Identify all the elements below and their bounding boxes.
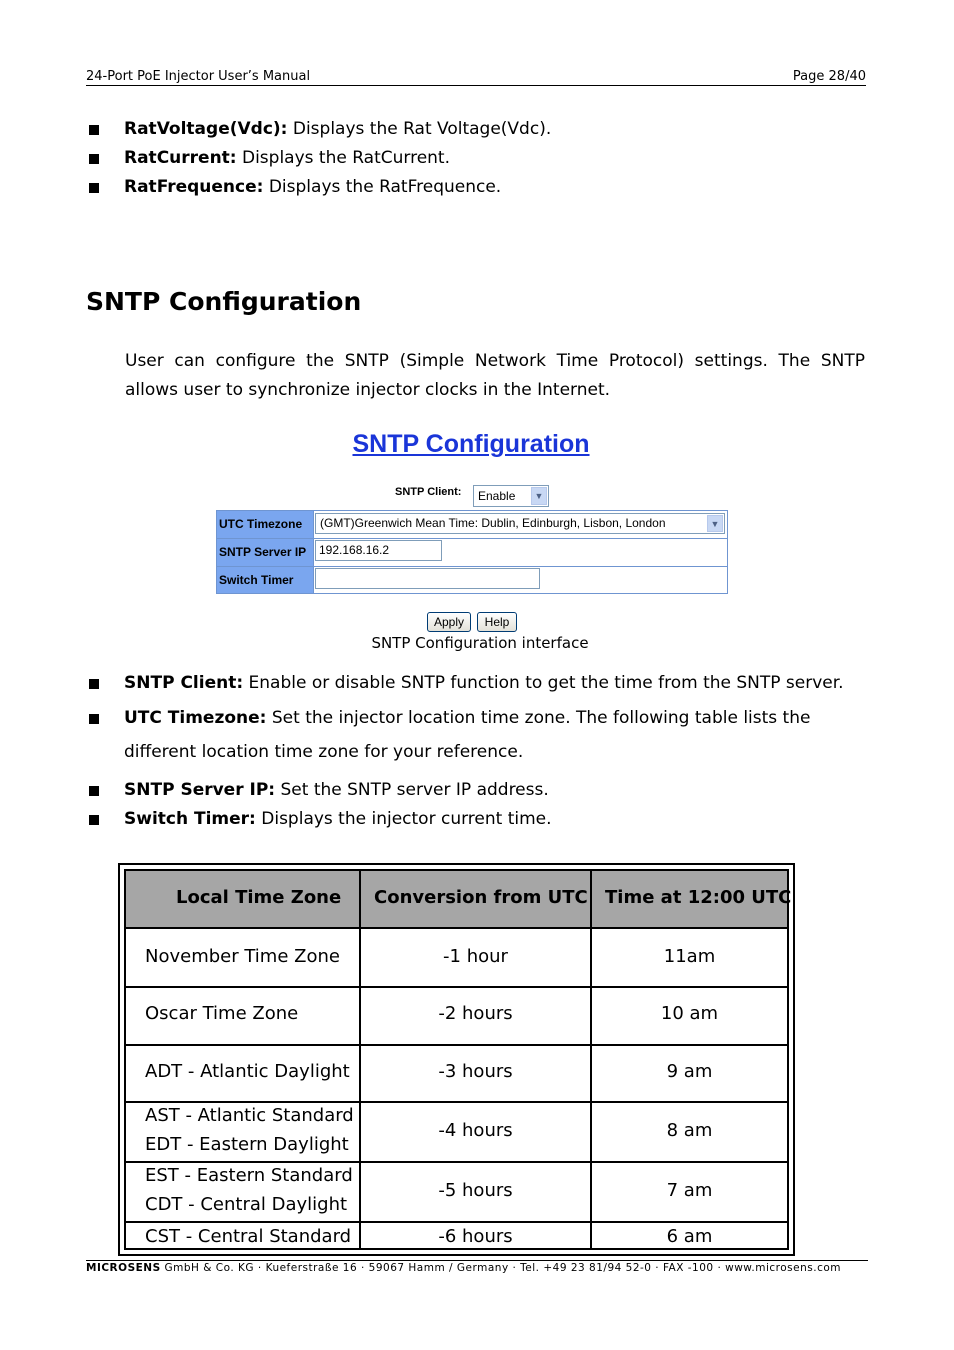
time-cell: 7 am [666,1180,713,1201]
conversion-cell: -4 hours [438,1120,513,1141]
manual-title: 24-Port PoE Injector User’s Manual [86,69,311,84]
bullet-term: RatVoltage(Vdc): [124,119,288,139]
time-cell: 8 am [666,1120,713,1141]
table-header-cell: Time at 12:00 UTC [605,887,792,908]
footer-text: GmbH & Co. KG · Kueferstraße 16 · 59067 Hamm / Germany · Tel. +49 23 81/94 52-0 · FAX -100 · www.microsens.com [160,1262,841,1274]
intro-paragraph: User can configure the SNTP (Simple Network Time Protocol) settings. The SNTP allows user to synchronize injector clocks in the Internet. [125,351,865,400]
bullet-square-icon [89,786,99,796]
table-header-cell: Conversion from UTC [374,887,588,908]
bullet-term: SNTP Server IP: [124,780,276,800]
section-title: SNTP Configuration [86,287,362,316]
switch-timer-label: Switch Timer [217,567,314,593]
conversion-cell: -6 hours [438,1226,513,1247]
conversion-cell: -2 hours [438,1003,513,1024]
chevron-down-icon[interactable]: ▼ [707,515,723,532]
conversion-cell: -3 hours [438,1061,513,1082]
sntp-server-ip-label: SNTP Server IP [217,539,314,566]
bullet-square-icon [89,815,99,825]
sntp-server-ip-input[interactable]: 192.168.16.2 [315,540,442,561]
utc-timezone-select[interactable] [315,513,725,534]
bullet-term: RatCurrent: [124,148,237,168]
sntp-client-select[interactable] [473,485,549,507]
bullet-square-icon [89,183,99,193]
page-footer [86,1260,868,1274]
bullet-square-icon [89,679,99,689]
conversion-cell: -1 hour [443,946,508,967]
row-divider [126,986,787,988]
bullet-desc-continued: different location time zone for your reference. [124,742,524,762]
zone-cell: AST - Atlantic Standard [145,1105,354,1126]
bullet-term: Switch Timer: [124,809,256,829]
bullet-term: SNTP Client: [124,673,244,693]
footer-brand: MICROSENS [86,1262,161,1274]
bullet-desc: Enable or disable SNTP function to get the time from the SNTP server. [243,673,844,693]
time-cell: 11am [663,946,716,967]
time-cell: 6 am [666,1226,713,1247]
row-divider [126,1044,787,1046]
utc-timezone-label: UTC Timezone [217,511,314,538]
table-header-cell: Local Time Zone [176,887,342,908]
zone-cell: ADT - Atlantic Daylight [145,1061,350,1082]
zone-cell: CST - Central Standard [145,1226,352,1247]
sntp-client-label: SNTP Client: [395,486,462,498]
time-cell: 10 am [660,1003,719,1024]
zone-cell: EDT - Eastern Daylight [145,1134,349,1155]
timezone-table [118,863,795,1256]
utc-timezone-value: (GMT)Greenwich Mean Time: Dublin, Edinburgh, Lisbon, London [320,516,666,530]
bullet-desc: Displays the RatFrequence. [263,177,502,197]
sntp-config-title [0,430,954,459]
page-header [86,68,866,86]
zone-cell: Oscar Time Zone [145,1003,299,1024]
bullet-square-icon [89,125,99,135]
timezone-table-inner [124,869,792,1250]
zone-cell: November Time Zone [145,946,340,967]
figure-caption: SNTP Configuration interface [371,634,589,652]
chevron-down-icon[interactable]: ▼ [531,487,547,505]
page-number: Page 28/40 [792,69,866,84]
table-header-row [126,871,792,929]
conversion-cell: -5 hours [438,1180,513,1201]
sntp-config-title-text: SNTP Configuration [352,430,590,458]
bullet-desc: Displays the Rat Voltage(Vdc). [287,119,552,139]
bullet-square-icon [89,154,99,164]
zone-cell: EST - Eastern Standard [145,1165,353,1186]
bullet-desc: Displays the injector current time. [255,809,552,829]
zone-cell: CDT - Central Daylight [145,1194,348,1215]
bullet-term: UTC Timezone: [124,708,267,728]
sntp-client-row [395,486,461,498]
bullet-desc: Displays the RatCurrent. [236,148,450,168]
sntp-client-value: Enable [478,489,516,503]
switch-timer-input[interactable] [315,568,540,589]
time-cell: 9 am [666,1061,713,1082]
bullet-desc: Set the SNTP server IP address. [275,780,549,800]
bullet-term: RatFrequence: [124,177,264,197]
help-button[interactable]: Help [477,612,517,632]
bullet-desc: Set the injector location time zone. The following table lists the [266,708,811,728]
bullet-square-icon [89,714,99,724]
apply-button[interactable]: Apply [427,612,471,632]
